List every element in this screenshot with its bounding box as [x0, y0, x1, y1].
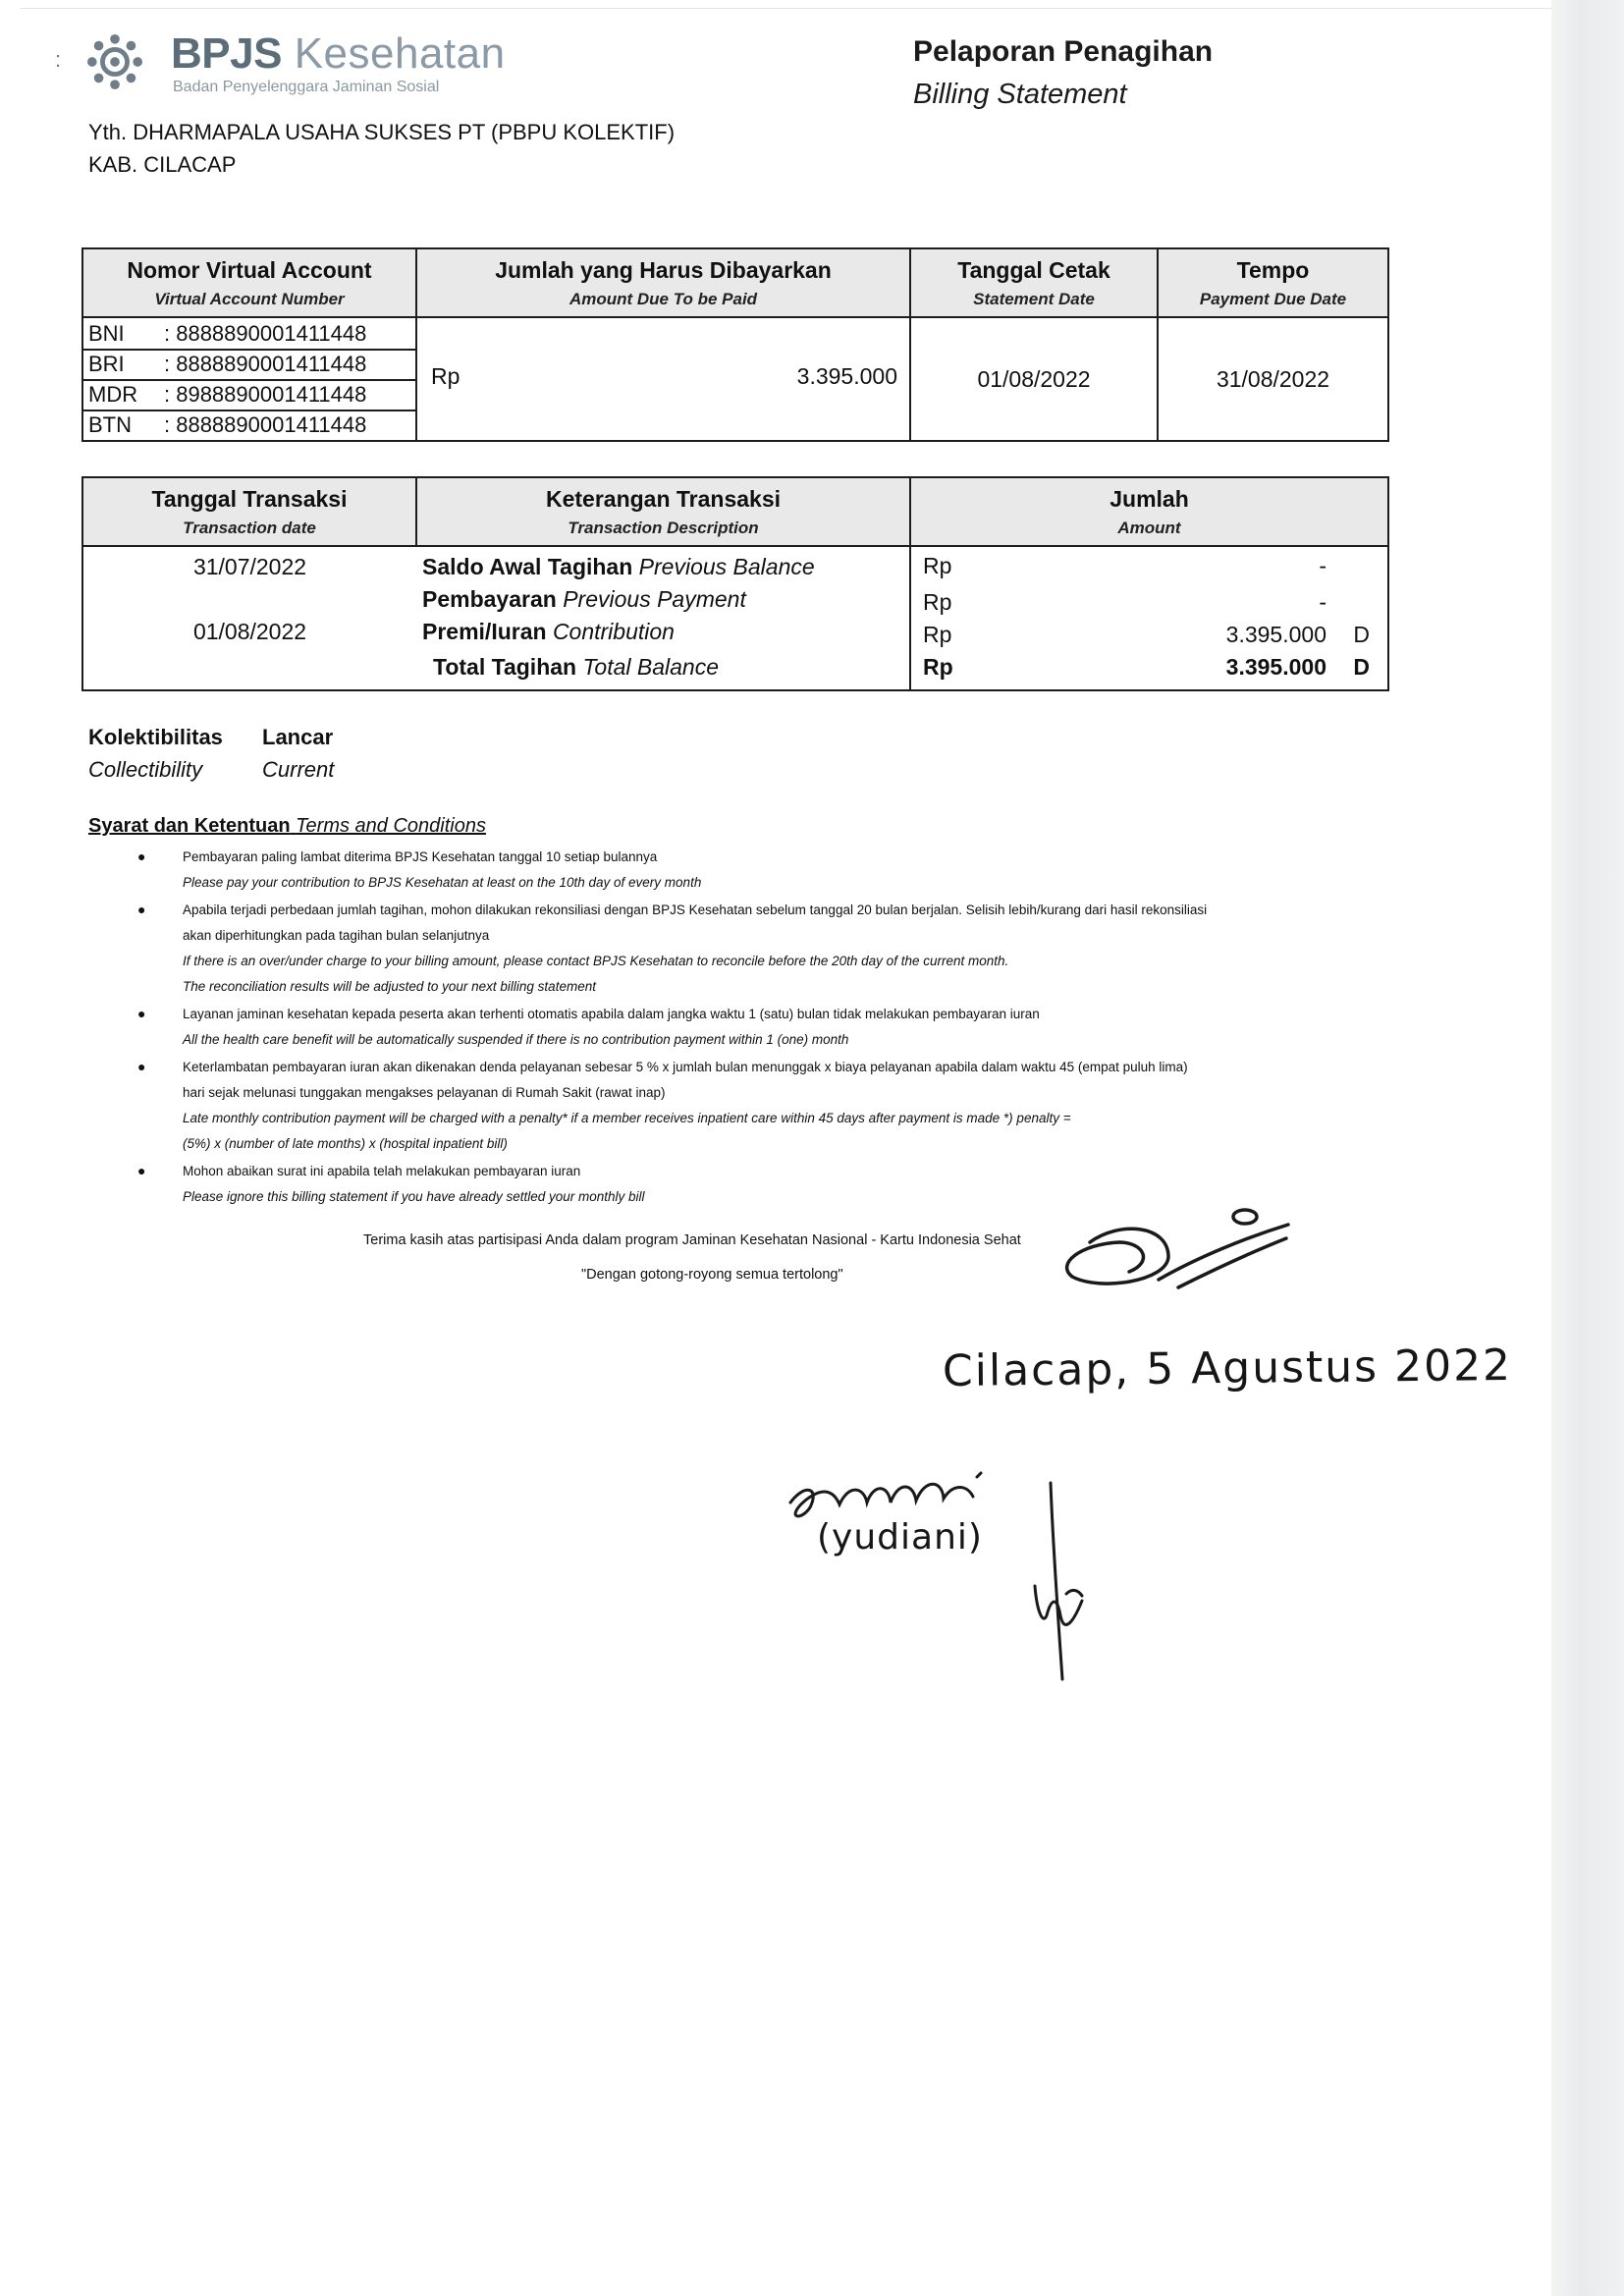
bullet-icon: ● [137, 1059, 146, 1074]
program-motto: "Dengan gotong-royong semua tertolong" [581, 1267, 843, 1283]
document-subtitle: Billing Statement [913, 79, 1127, 110]
thank-you-note: Terima kasih atas partisipasi Anda dalam program Jaminan Kesehatan Nasional - Kartu Indonesia Sehat [363, 1232, 1021, 1248]
handwritten-initial [1021, 1478, 1110, 1684]
virtual-account-bni: BNI : 8888890001411448 [83, 318, 415, 351]
bullet-icon: ● [137, 1163, 146, 1178]
total-label-cell [82, 648, 910, 690]
header-amount-due: Jumlah yang Harus Dibayarkan Amount Due To be Paid [416, 248, 910, 317]
total-row [82, 648, 1388, 690]
terms-line: (5%) x (number of late months) x (hospital inpatient bill) [183, 1136, 508, 1151]
collectibility-label-en: Collectibility [88, 757, 203, 782]
statement-date-value: 01/08/2022 [910, 317, 1158, 441]
terms-line: If there is an over/under charge to your billing amount, please contact BPJS Kesehatan to reconcile before the 20th day of the current month. [183, 954, 1009, 968]
transaction-amount: Rp - [910, 583, 1388, 616]
terms-line: All the health care benefit will be automatically suspended if there is no contribution payment within 1 (one) month [183, 1032, 849, 1047]
bullet-icon: ● [137, 848, 146, 864]
terms-item [137, 1002, 1375, 1053]
recipient-region: KAB. CILACAP [88, 152, 237, 177]
transaction-description: Saldo Awal Tagihan Previous Balance [422, 554, 815, 579]
header-transaction-date: Tanggal Transaksi Transaction date [82, 477, 416, 546]
bpjs-emblem-icon [86, 33, 143, 90]
bpjs-logo [86, 29, 506, 98]
virtual-account-bri: BRI : 8888890001411448 [83, 349, 415, 381]
virtual-account-list [83, 318, 415, 440]
bullet-icon: ● [137, 902, 146, 917]
collectibility-value: Lancar [262, 725, 334, 749]
terms-line: Late monthly contribution payment will be charged with a penalty* if a member receives inpatient care within 45 days after payment is made *) penalty = [183, 1111, 1071, 1125]
summary-header-row [82, 248, 1388, 317]
terms-line: The reconciliation results will be adjusted to your next billing statement [183, 979, 596, 994]
bullet-icon: ● [137, 1006, 146, 1021]
logo-tagline: Badan Penyelenggara Jaminan Sosial [173, 79, 440, 95]
billing-summary-table [81, 247, 1389, 442]
transaction-date: 31/07/2022 [82, 546, 416, 583]
total-label: Total Tagihan [433, 654, 577, 680]
transactions-header-row [82, 477, 1388, 546]
terms-line: Please pay your contribution to BPJS Kesehatan at least on the 10th day of every month [183, 875, 702, 890]
due-date-value: 31/08/2022 [1158, 317, 1388, 441]
header-due-date: Tempo Payment Due Date [1158, 248, 1388, 317]
document-title: Pelaporan Penagihan [913, 35, 1214, 68]
collectibility-label: Kolektibilitas [88, 725, 223, 749]
terms-item [137, 1055, 1375, 1157]
transaction-date: 01/08/2022 [82, 616, 416, 648]
amount-due-currency: Rp [431, 363, 460, 389]
terms-item [137, 845, 1375, 896]
handwritten-place-date: Cilacap, 5 Agustus 2022 [942, 1339, 1513, 1397]
virtual-account-btn: BTN : 8888890001411448 [88, 412, 367, 437]
terms-line: Mohon abaikan surat ini apabila telah melakukan pembayaran iuran [183, 1164, 581, 1178]
transaction-amount: Rp 3.395.000 D [910, 616, 1388, 648]
terms-line: hari sejak melunasi tunggakan mengakses pelayanan di Rumah Sakit (rawat inap) [183, 1085, 666, 1100]
table-row [82, 583, 1388, 616]
total-label-en: Total Balance [582, 654, 720, 680]
terms-line: Keterlambatan pembayaran iuran akan dikenakan denda pelayanan sebesar 5 % x jumlah bulan menunggak x biaya pelayanan apabila dalam waktu 45 (empat puluh lima) [183, 1060, 1188, 1074]
terms-line: Pembayaran paling lambat diterima BPJS Kesehatan tanggal 10 setiap bulannya [183, 849, 658, 864]
handwritten-signature-1 [1060, 1203, 1296, 1311]
table-row [82, 616, 1388, 648]
virtual-account-mdr: MDR : 8988890001411448 [83, 379, 415, 411]
scan-mark: : [55, 47, 64, 72]
terms-heading: Syarat dan Ketentuan Terms and Conditions [88, 815, 486, 837]
terms-item [137, 898, 1375, 1000]
transactions-table [81, 476, 1389, 691]
handwritten-signer-name: (yudiani) [817, 1517, 983, 1558]
transaction-date [82, 583, 416, 616]
recipient-name: Yth. DHARMAPALA USAHA SUKSES PT (PBPU KOLEKTIF) [88, 120, 676, 144]
terms-line: Layanan jaminan kesehatan kepada peserta akan terhenti otomatis apabila dalam jangka waktu 1 (satu) bulan tidak melakukan pembayaran iuran [183, 1007, 1040, 1021]
transaction-amount: Rp - [910, 546, 1388, 583]
summary-data-row [82, 317, 1388, 441]
terms-line: akan diperhitungkan pada tagihan bulan selanjutnya [183, 928, 490, 943]
total-amount: Rp 3.395.000 D [910, 648, 1388, 690]
terms-line: Apabila terjadi perbedaan jumlah tagihan, mohon dilakukan rekonsiliasi dengan BPJS Kesehatan sebelum tanggal 20 bulan berjalan. Selisih lebih/kurang dari hasil rekonsiliasi [183, 902, 1208, 917]
scan-edge-shadow [1551, 0, 1624, 2296]
terms-line: Please ignore this billing statement if you have already settled your monthly bill [183, 1189, 645, 1204]
transaction-description: Pembayaran Previous Payment [422, 586, 746, 612]
collectibility-value-en: Current [262, 757, 335, 782]
scan-top-rule [20, 8, 1551, 9]
transaction-description: Premi/Iuran Contribution [422, 619, 675, 644]
terms-list [137, 845, 1375, 1212]
header-statement-date: Tanggal Cetak Statement Date [910, 248, 1158, 317]
header-amount: Jumlah Amount [910, 477, 1388, 546]
header-transaction-description: Keterangan Transaksi Transaction Description [416, 477, 910, 546]
logo-wordmark: BPJS Kesehatan [171, 29, 506, 78]
amount-due-cell [416, 317, 910, 441]
virtual-account-cell [82, 317, 416, 441]
table-row [82, 546, 1388, 583]
header-virtual-account: Nomor Virtual Account Virtual Account Number [82, 248, 416, 317]
amount-due-value: 3.395.000 [796, 363, 897, 389]
